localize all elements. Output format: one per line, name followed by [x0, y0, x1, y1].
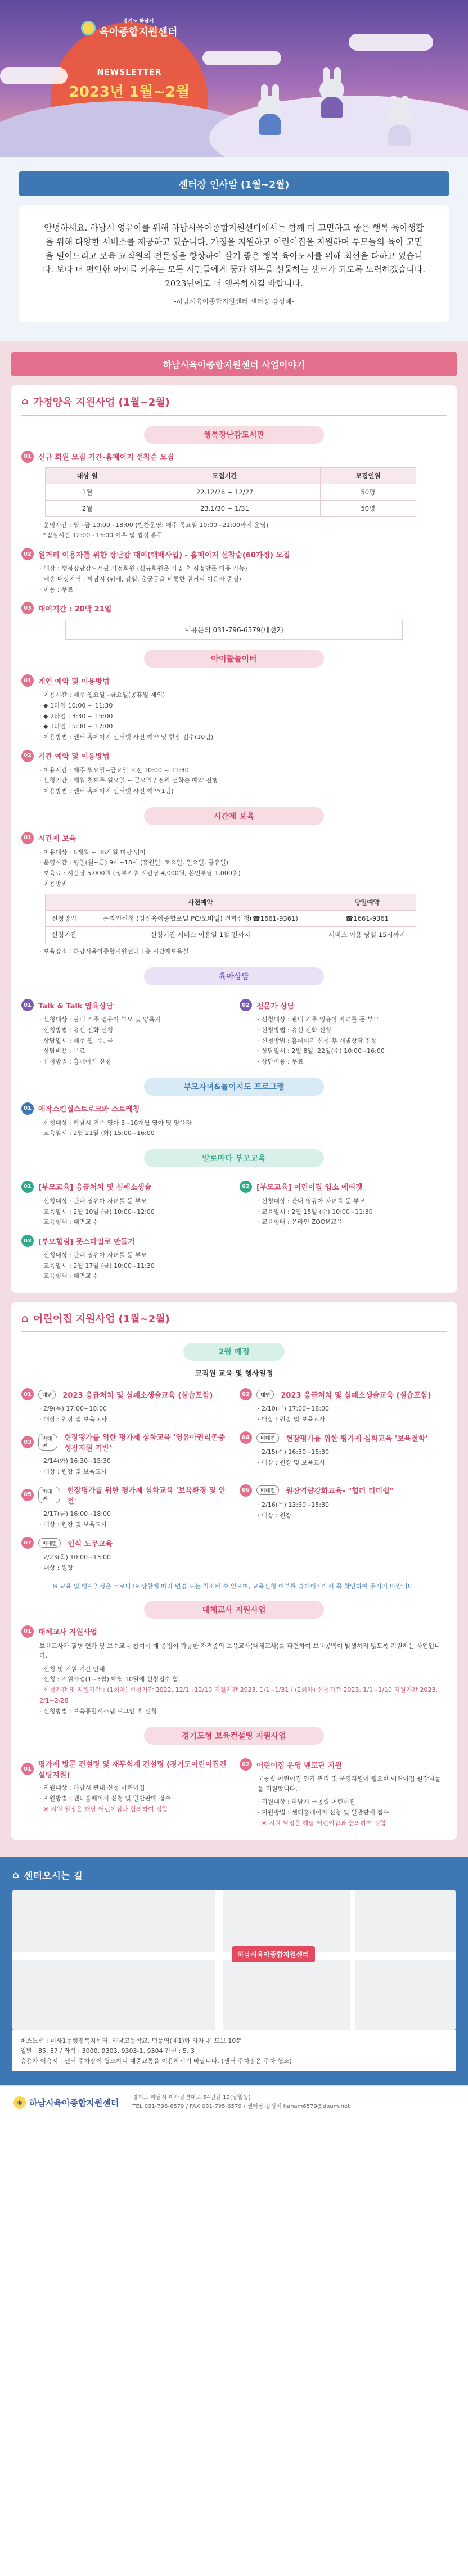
- house-icon: ⌂: [21, 1312, 29, 1325]
- greeting-box: [19, 205, 449, 322]
- counsel-columns: [21, 992, 447, 1067]
- list-item: 03 비대면 현장평가를 위한 평가제 심화교육 '영유아권리존중 성장지원 기반' · 2/14(화) 16:30~15:30 · 대상 : 원장 및 보육교사: [21, 1431, 228, 1477]
- timecare-table: 사전예약 당일예약 신청방법 온라인신청 (임신육아종합포털 PC/모바일) 전화신청(☎1661-9361) ☎1661-9361 신청기간 신청기간 서비스 이용일 1일 전까지 서비스 이용 당일 15시까지: [45, 894, 416, 943]
- footer-logo: ◉ 하남시육아종합지원센터: [14, 2096, 119, 2109]
- table-row: 1월 22.12/26 ~ 12/27 50명: [46, 484, 416, 500]
- list-item: 01 대면 2023 응급처치 및 심폐소생술교육 (실습포함) · 2/9(목) 17:00~18:00 · 대상 : 원장 및 보육교사: [21, 1388, 228, 1425]
- footer-info: 경기도 하남시 미사강변대로 54번길 12(망월동) TEL 031-796-6579 / FAX 031-795-6579 / 센터장 강성혜 hanam6579@daum.net: [132, 2095, 350, 2110]
- map-pin[interactable]: 하남시육아종합지원센터: [232, 1946, 315, 1962]
- list-item: 06 비대면 원장역량강화교육- "힐러 리더쉽" · 2/16(목) 13:30~15:30 · 대상 : 원장: [240, 1484, 447, 1530]
- list-item: 02 전문가 상담 · 신청대상 : 관내 거주 영유아 자녀를 둔 부모 · 신청방법 : 유선 전화 신청 · 신청방법 : 홈페이지 신청 후 개별상담 진행 · 상담일시 : 2월 8일, 22일(수) 10:00~16:00 · 상담비용 : 무료: [240, 999, 447, 1067]
- parent-program-pill: 부모자녀&놀이지도 프로그램: [144, 1078, 324, 1096]
- list-item: 05 비대면 현장평가를 위한 평가제 심화교육 '보육환경 및 안전' · 2/17(금) 16:00~18:00 · 대상 : 원장 및 보육교사: [21, 1484, 228, 1530]
- list-item: 01 [부모교육] 응급처치 및 심폐소생술 · 신청대상 : 관내 영유아 자녀를 둔 부모 · 교육일시 : 2월 10일 (금) 10:00~12:00 · 교육형태 : 대면교육: [21, 1181, 228, 1228]
- issue-title: 2023년 1월~2월: [69, 84, 190, 101]
- logo-icon: ◉: [14, 2096, 26, 2109]
- item-number: 02: [21, 548, 34, 560]
- list-item: 01 평가제 방문 컨설팅 및 재무회계 컨설팅 (경기도어린이집컨설팅지원) · 지원대상 : 하남시 관내 신청 어린이집 · 지원방법 : 센터홈페이지 신청 및 일반판매 접수 · ※ 지원 일정은 해당 어린이집과 협의하여 정함: [21, 1758, 228, 1829]
- location-map[interactable]: [12, 1890, 456, 2030]
- cloud-graphic: [202, 51, 281, 65]
- item-title: 원거리 이용자를 위한 장난감 대여(택배사업) - 홈페이지 선착순(60가정) 모집: [38, 551, 290, 560]
- greeting-sign: -하남시육아종합지원센터 센터장 강성혜-: [174, 297, 294, 305]
- list-item: 02 어린이집 운영 멘토단 지원 국공립 어린이집 인가 관리 및 운영지원이 필요한 어린이집 원장님들을 지원합니다. · 지원대상 : 하남시 국공립 어린이집 · 지원방법 : 센터홈페이지 신청 및 일반판매 접수 · ※ 지원 일정은 해당 어린이집과 협의하여 정함: [240, 1758, 447, 1829]
- list-item: 01 개인 예약 및 이용방법 · 이용시간 : 매주 월요일~금요일(공휴일 제외) · ◆ 1타임 10:00 ~ 11:30 · ◆ 2타임 13:30 ~ 15:00 · ◆ 3타임 15:30 ~ 17:00 · 이용방법 : 센터 홈페이지 인터넷 사전 예약 및 현장 접수(10팀): [21, 674, 447, 742]
- timecare-pill: 시간제 보육: [144, 807, 324, 825]
- list-item: 03 [부모힐링] 못스타일로 만들기 · 신청대상 : 관내 영유아 자녀를 둔 부모 · 교육일시 : 2월 17일 (금) 10:00~11:30 · 교육형태 : 대면교육: [21, 1235, 447, 1282]
- greeting-section: [0, 157, 468, 341]
- home-support-card: [11, 385, 457, 1293]
- table-row: 신청방법 온라인신청 (임신육아종합포털 PC/모바일) 전화신청(☎1661-9361) ☎1661-9361: [46, 911, 416, 927]
- list-item: 01 대체교사 지원사업 보육교사가 질병·연가 및 보수교육 참여시 재 증빙이 가능한 자격증의 보육교사(대체교사)를 파견하여 보육공백이 발생하지 않도록 지원하는 사업입니다. · 신청 및 지원 기간 안내 · 신청 : 지원사업(1~3월) 매월 10일에 신청접수 함. · 신청기간 및 지원기간 : (1회차) 신청기간 2022. 12/1~12/10 지원기간 2023. 1/1~1/31 / (2회차) 신청기간 2023. 1/1~1/10 지원기간 2023. 2/1~2/28 · 신청방법 : 보육통합시스템 로그인 후 신청: [21, 1625, 447, 1717]
- center-logo: [81, 17, 177, 39]
- list-item: 01 신규 회원 모집 기간-홈페이지 선착순 모집 대상 월 모집기간 모집인원 1월 22.12/26 ~ 12/27 50명 2월 23.1/30 ~ 1/31 50명 · 운영시간 : 월~금 10:00~18:00 (반찬운영: 매주 목요일 10:00~21:00까지 운영) · *점심시간 12:00~13:00 이후 및 법정 휴무: [21, 451, 447, 541]
- list-item: 02 기관 예약 및 이용방법 · 이용시간 : 매주 월요일~금요일 오전 10:00 ~ 11:30 · 신청기간 : 매월 첫째주 월요일 ~ 금요일 / 정원 선착순 예약 진행 · 이용방법 : 센터 홈페이지 인터넷 사전 예약(1팀): [21, 750, 447, 797]
- house-icon: ⌂: [21, 395, 29, 408]
- activity-section: [0, 341, 468, 1857]
- list-item: 01 예작스킨십스트로크와 스트레칭 · 신청대상 : 하남시 거주 영아 3~10개월 영아 및 양육자 · 교육일시 : 2월 21일 (화) 15:00~16:00: [21, 1102, 447, 1139]
- list-item: 02 [부모교육] 어린이집 입소 에티켓 · 신청대상 : 관내 영유아 자녀를 둔 부모 · 교육일시 : 2월 15일 (수) 10:00~11:30 · 교육형태 : 온라인 ZOOM교육: [240, 1181, 447, 1228]
- phone-box: 이용문의 031-796-6579(내선2): [65, 620, 403, 640]
- item-title: 대여기간 : 20박 21일: [38, 605, 112, 614]
- substitute-pill: 대체교사 지원사업: [144, 1601, 324, 1619]
- directions-section: [0, 1857, 468, 2085]
- list-item: 02 원거리 이용자를 위한 장난감 대여(택배사업) - 홈페이지 선착순(60가정) 모집 · 대상 : 행복장난감도서관 가정회원 (신규회원은 가입 후 직접방문 이용 가능) · 배송 대상지역 : 하남시 (위례, 감일, 춘궁동을 비롯한 원거리 이용자 중심) · 이용 : 무료: [21, 548, 447, 595]
- brand-block: [56, 17, 202, 101]
- rabbit-illustration: [253, 84, 287, 135]
- logo-icon: [81, 21, 96, 35]
- org-name: 육아종합지원센터: [99, 26, 178, 38]
- list-item: 04 비대면 현장평가를 위한 평가제 심화교육 '보육철학' · 2/15(수) 16:30~15:30 · 대상 : 원장 및 보육교사: [240, 1431, 447, 1477]
- item-title: 신규 회원 모집 기간-홈페이지 선착순 모집: [38, 453, 174, 462]
- hero-banner: [0, 0, 468, 157]
- item-number: 03: [21, 602, 34, 614]
- directions-title: ⌂ 센터오시는 길: [12, 1869, 83, 1883]
- playground-pill: 아이뜰놀이터: [144, 650, 324, 668]
- greeting-body: 안녕하세요. 하남시 영유아를 위해 하남시육아종합지원센터에서는 함께 더 고민하고 좋은 행복 육아생활을 위해 다양한 서비스를 제공하고 있습니다. 가정을 지원하고 어린이집을 지원하며 부모들의 육아 고민을 덜어드리고 보육 교직원의 전문성을 향상하여 살기 좋은 행복 육아도시를 위해 최선을 다하고 있습니다. 보다 더 편안한 아이를 키우는 모든 시민들에게 꿈과 행복을 선물하는 센터가 되도록 노력하겠습니다. 2023년에도 더 행복하시길 바랍니다.: [42, 223, 426, 289]
- house-icon: ⌂: [12, 1869, 20, 1881]
- home-support-title: ⌂ 가정양육 지원사업 (1월~2월): [21, 394, 447, 416]
- address-block: 버스노선 : 미사1동행정복지센터, 하남고등학교, 덕풍역(제1)와 하자 유 도보 10분 일반 : 85, 87 / 좌석 : 3000, 9303, 9303-1, 9304 간선 : 5, 3 승용차 이용시 : 센터 주차장이 협소하니 대중교통을 이용하시기 바랍니다. (센터 주차장은 주차 협조): [12, 2030, 456, 2071]
- activity-header: 하남시육아종합지원센터 사업이야기: [11, 352, 457, 376]
- schedule-pill: 2월 예정: [183, 1343, 285, 1361]
- list-item: 01 시간제 보육 · 이용대상 : 6개월 ~ 36개월 미만 영아 · 운영시간 : 평일(월~금) 9시~18시 (휴원일: 토요일, 일요일, 공휴일) · 보육료 : 시간당 5,000원 (정부지원 시간당 4,000원, 본인부담 1,000원) · 이용방법 사전예약 당일예약 신청방법 온라인신청 (임신육아종합포털 PC/모바일) 전화신청(☎1661-9361) ☎1661-9361 신청기간 신청기간 서비스 이용일 1일 전까지 서비스 이용 당일 15시까지 · 보육장소 : 하남시육아종합지원센터 1층 시간제보육실: [21, 832, 447, 957]
- list-item: 01 Talk & Talk 맘육상담 · 신청대상 : 관내 거주 영유아 부모 및 양육자 · 신청방법 : 유선 전화 신청 · 상담일시 : 매주 월, 수, 금 · 상담비용 : 무료 · 신청방법 : 홈페이지 신청: [21, 999, 228, 1067]
- library-pill: 행복장난감도서관: [144, 426, 324, 444]
- rabbit-illustration: [315, 67, 349, 118]
- table-row: 신청기간 신청기간 서비스 이용일 1일 전까지 서비스 이용 당일 15시까지: [46, 927, 416, 943]
- recruit-table: 대상 월 모집기간 모집인원 1월 22.12/26 ~ 12/27 50명 2월 23.1/30 ~ 1/31 50명: [45, 467, 416, 517]
- schedule-note: ※ 교육 및 행사일정은 코로나19 상황에 따라 변경 또는 취소될 수 있으며, 교육신청 여부를 홈페이지에서 꼭 확인하여 주시기 바랍니다.: [52, 1582, 416, 1590]
- item-number: 01: [21, 451, 34, 463]
- list-item: [21, 602, 447, 640]
- daycare-support-card: [11, 1302, 457, 1840]
- greeting-title: 센터장 인사말 (1월~2월): [19, 171, 449, 196]
- daycare-support-title: ⌂ 어린이집 지원사업 (1월~2월): [21, 1311, 447, 1332]
- consulting-pill: 경기도형 보육컨설팅 지원사업: [144, 1727, 324, 1745]
- table-row: 2월 23.1/30 ~ 1/31 50명: [46, 500, 416, 516]
- footer: [0, 2085, 468, 2119]
- schedule-subtitle: 교직원 교육 및 행사일정: [195, 1370, 273, 1379]
- cloud-graphic: [349, 34, 433, 51]
- list-item: 07 비대면 인식 노무교육 · 2/23(목) 10:00~13:00 · 대상 : 원장: [21, 1537, 447, 1573]
- org-small-label: 경기도 하남시: [123, 19, 154, 24]
- rabbit-illustration: [382, 96, 416, 146]
- counsel-pill: 육아상담: [144, 967, 324, 985]
- parent-education-pill: 알로마다 부모교육: [144, 1149, 324, 1167]
- list-item: 02 대면 2023 응급처치 및 심폐소생술교육 (실습포함) · 2/10(금) 17:00~18:00 · 대상 : 원장 및 보육교사: [240, 1388, 447, 1425]
- map-road: [215, 1890, 223, 2030]
- map-road: [350, 1890, 356, 2030]
- newsletter-label: NEWSLETTER: [97, 68, 162, 77]
